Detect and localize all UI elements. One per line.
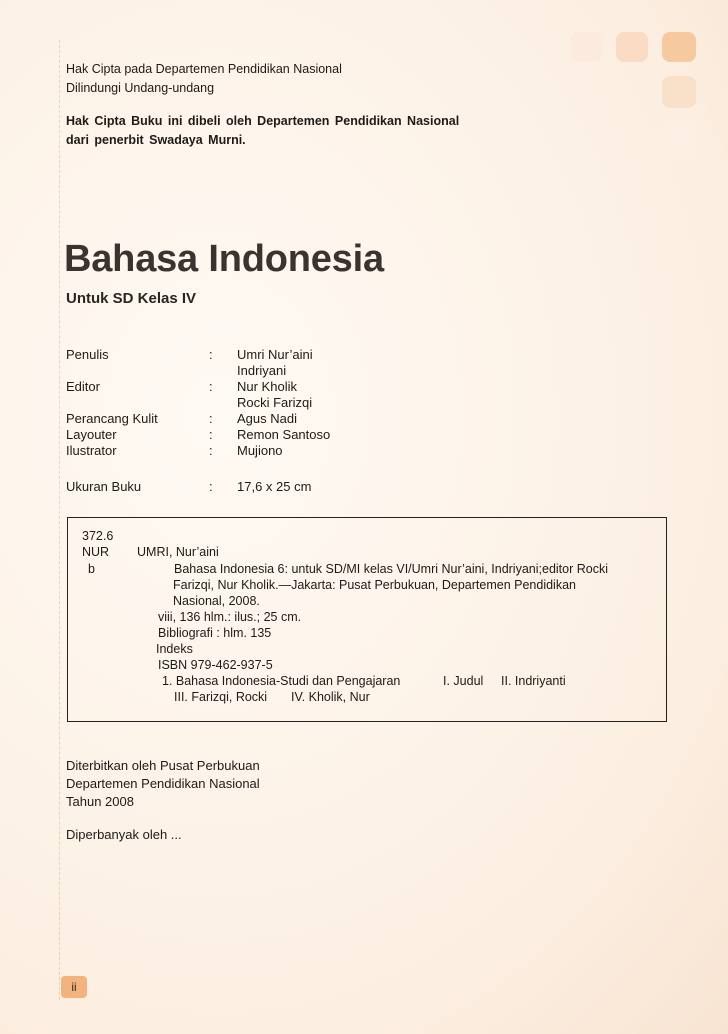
decor-square (662, 76, 696, 108)
credit-value: Indriyani (237, 363, 287, 378)
page-number-badge: ii (61, 976, 87, 998)
credit-value: Umri Nur’aini (237, 347, 313, 362)
credit-colon: : (209, 443, 213, 458)
copied-by: Diperbanyak oleh ... (66, 827, 182, 842)
credit-colon: : (209, 427, 213, 442)
credit-value: Nur Kholik (237, 379, 297, 394)
decor-square (662, 122, 696, 154)
credit-label: Editor (66, 379, 100, 394)
size-colon: : (209, 479, 213, 494)
credit-label: Penulis (66, 347, 109, 362)
catalog-description-1: Bahasa Indonesia 6: untuk SD/MI kelas VI/Umri Nur’aini, Indriyani;editor Rocki (174, 562, 608, 576)
catalog-added-author: IV. Kholik, Nur (291, 690, 370, 704)
copyright-notice-2: dari penerbit Swadaya Murni. (66, 133, 246, 147)
catalog-index: Indeks (156, 642, 193, 656)
catalog-isbn: ISBN 979-462-937-5 (158, 658, 273, 672)
credit-value: Rocki Farizqi (237, 395, 313, 410)
catalog-cutter: b (88, 562, 95, 576)
credit-value: Remon Santoso (237, 427, 331, 442)
catalog-title-entry: I. Judul (443, 674, 484, 688)
credit-colon: : (209, 411, 213, 426)
decor-square (616, 32, 648, 62)
credit-label: Perancang Kulit (66, 411, 158, 426)
credit-colon: : (209, 379, 213, 394)
book-title: Bahasa Indonesia (64, 238, 384, 280)
size-label: Ukuran Buku (66, 479, 142, 494)
credit-value: Agus Nadi (237, 411, 297, 426)
margin-rule (59, 40, 61, 1000)
publisher-line-1: Diterbitkan oleh Pusat Perbukuan (66, 758, 260, 773)
catalog-class-number: 372.6 (82, 529, 114, 543)
copyright-notice-1: Hak Cipta Buku ini dibeli oleh Departemen Pendidikan Nasional (66, 114, 460, 128)
decor-square (570, 32, 602, 62)
publisher-line-2: Departemen Pendidikan Nasional (66, 776, 260, 791)
copyright-line-2: Dilindungi Undang-undang (66, 81, 215, 95)
catalog-added-author: III. Farizqi, Rocki (174, 690, 268, 704)
catalog-author-entry: UMRI, Nur’aini (137, 545, 219, 559)
book-subtitle: Untuk SD Kelas IV (66, 290, 197, 307)
credit-label: Ilustrator (66, 443, 117, 458)
credit-colon: : (209, 347, 213, 362)
catalog-bibliography: Bibliografi : hlm. 135 (158, 626, 272, 640)
catalog-description-2: Farizqi, Nur Kholik.—Jakarta: Pusat Perbukuan, Departemen Pendidikan (173, 578, 576, 592)
catalog-nur: NUR (82, 545, 110, 559)
size-value: 17,6 x 25 cm (237, 479, 312, 494)
publisher-year: Tahun 2008 (66, 794, 134, 809)
catalog-subject: 1. Bahasa Indonesia-Studi dan Pengajaran (162, 674, 401, 688)
catalog-added-author: II. Indriyanti (501, 674, 566, 688)
catalog-description-3: Nasional, 2008. (173, 594, 260, 608)
catalog-pages: viii, 136 hlm.: ilus.; 25 cm. (158, 610, 302, 624)
credit-label: Layouter (66, 427, 117, 442)
decor-square (662, 32, 696, 62)
credit-value: Mujiono (237, 443, 283, 458)
copyright-line-1: Hak Cipta pada Departemen Pendidikan Nasional (66, 62, 342, 76)
